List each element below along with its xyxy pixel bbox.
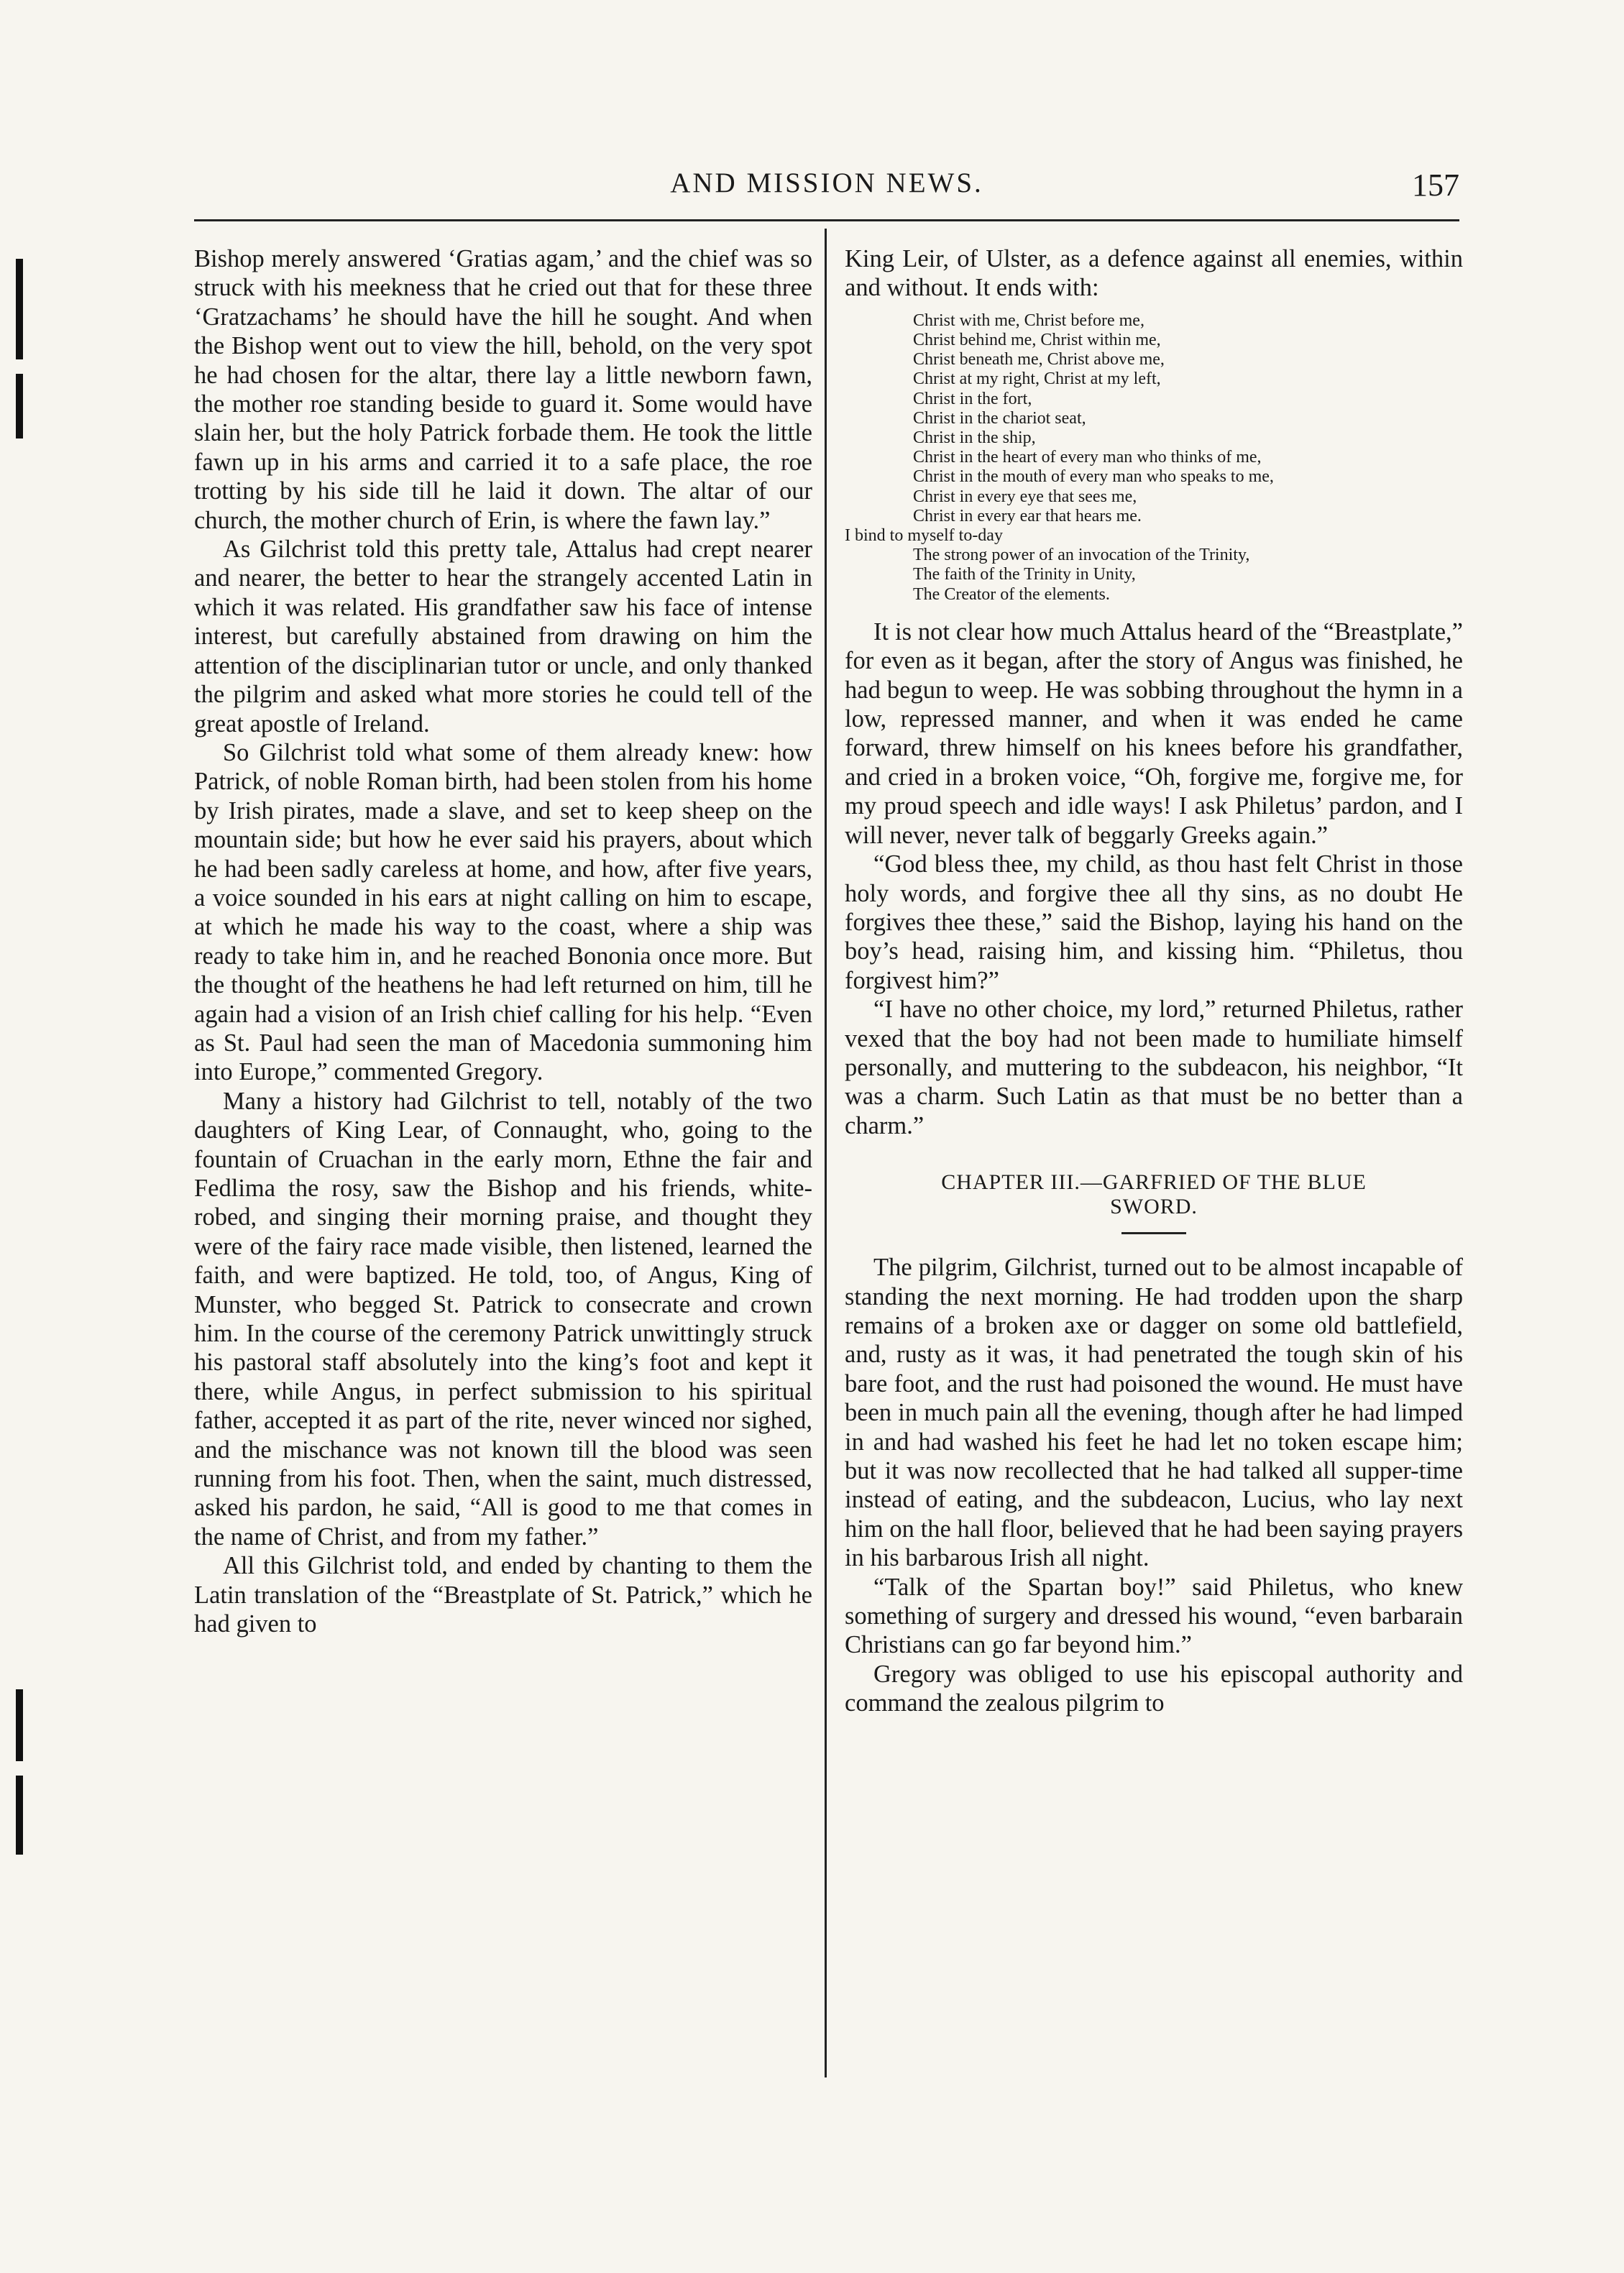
poem-line: Christ in the mouth of every man who speaks to me, [913,467,1274,487]
column-divider [825,229,827,2077]
paragraph: As Gilchrist told this pretty tale, Attalus had crept nearer and nearer, the better to hear the strangely accented Latin in which it was related. His grandfather saw his face of intense interest, but carefully abstained from drawing on him the attention of the disciplinarian tutor or uncle, and only thanked the pilgrim and asked what more stories he could tell of the great apostle of Ireland. [194,536,812,738]
chapter-rule [1121,1232,1186,1234]
left-column [194,244,812,1639]
poem-line: The faith of the Trinity in Unity, [913,565,1136,584]
running-title: AND MISSION NEWS. [670,167,983,198]
poem-line: Christ with me, Christ before me, [913,311,1144,330]
poem-line: Christ in the fort, [913,389,1032,408]
poem-line: Christ in every eye that sees me, [913,487,1137,506]
poem-line: Christ in the chariot seat, [913,408,1086,428]
page-header [194,164,1459,214]
paragraph: King Leir, of Ulster, as a defence against all enemies, within and without. It ends with: [845,245,1463,302]
breastplate-poem [845,311,1463,605]
paragraph: All this Gilchrist told, and ended by chanting to them the Latin translation of the “Breastplate of St. Patrick,” which he had given to [194,1552,812,1638]
paragraph: The pilgrim, Gilchrist, turned out to be almost incapable of standing the next morning. He had trodden upon the sharp remains of a broken axe or dagger on some old battlefield, and, rusty as it was, it had penetrated the tough skin of his bare foot, and the rust had poisoned the wound. He must have been in much pain all the evening, though after he had limped in and had washed his feet he had let no token escape him; but it was now recollected that he had talked all supper-time instead of eating, and the subdeacon, Lucius, who lay next him on the hall floor, believed that he had been saying prayers in his barbarous Irish all night. [845,1254,1463,1572]
header-rule [194,219,1459,221]
paragraph: “I have no other choice, my lord,” returned Philetus, rather vexed that the boy had not been made to humiliate himself personally, and muttering to the subdeacon, his neighbor, “It was a charm. Such Latin as that must be no better than a charm.” [845,996,1463,1139]
paragraph: Bishop merely answered ‘Gratias agam,’ and the chief was so struck with his meekness that he cried out that for these three ‘Gratzachams’ he should have the hill he sought. And when the Bishop went out to view the hill, behold, on the very spot he had chosen for the altar, there lay a little newborn fawn, the mother roe standing beside to guard it. Some would have slain her, but the holy Patrick forbade them. He took the little fawn up in his arms and carried it to a safe place, the roe trotting by his side till he laid it down. The altar of our church, the mother church of Erin, is where the fawn lay.” [194,245,812,534]
poem-line: Christ in the heart of every man who thinks of me, [913,448,1262,467]
poem-line: Christ behind me, Christ within me, [913,331,1161,350]
margin-mark-top-2 [16,374,23,438]
paragraph: “Talk of the Spartan boy!” said Philetus, who knew something of surgery and dressed his wound, “even barbarain Christians can go far beyond him.” [845,1573,1463,1659]
chapter-heading-line: CHAPTER III.—GARFRIED OF THE BLUE [941,1170,1367,1195]
poem-line: Christ in the ship, [913,428,1036,448]
poem-line: The Creator of the elements. [913,584,1110,604]
paragraph: Many a history had Gilchrist to tell, notably of the two daughters of King Lear, of Connaught, who, going to the fountain of Cruachan in the early morn, Ethne the fair and Fedlima the rosy, saw the Bishop and his friends, white-robed, and singing their morning praise, and thought they were of the fairy race made visible, then listened, learned the faith, and were baptized. He told, too, of Angus, King of Munster, who begged St. Patrick to consecrate and crown him. In the course of the ceremony Patrick unwittingly struck his pastoral staff absolutely into the king’s foot and kept it there, while Angus, in perfect submission to his spiritual father, accepted it as part of the rite, never winced nor sighed, and the mischance was not known till the blood was seen running from his foot. Then, when the saint, much distressed, asked his pardon, he said, “All is good to me that comes in the name of Christ, and from my father.” [194,1087,812,1551]
paragraph: “God bless thee, my child, as thou hast felt Christ in those holy words, and forgive thee all thy sins, as no doubt He forgives thee these,” said the Bishop, laying his hand on the boy’s head, raising him, and kissing him. “Philetus, thou forgivest him?” [845,850,1463,994]
margin-mark-top [16,259,23,359]
paragraph: So Gilchrist told what some of them already knew: how Patrick, of noble Roman birth, had been stolen from his home by Irish pirates, made a slave, and set to keep sheep on the mountain side; but how he ever said his prayers, about which he had been sadly careless at home, and how, after five years, a voice sounded in his ears at night calling on him to escape, at which he made his way to the coast, where a ship was ready to take him in, and he reached Bononia once more. But the thought of the heathens he had left returned on him, till he again had a vision of an Irish chief calling for his help. “Even as St. Paul had seen the man of Macedonia summoning him into Europe,” commented Gregory. [194,738,812,1086]
margin-mark-bottom-2 [16,1776,23,1855]
poem-line: Christ beneath me, Christ above me, [913,350,1165,369]
right-column [845,244,1463,1718]
poem-line: The strong power of an invocation of the Trinity, [913,546,1250,565]
chapter-heading-line: SWORD. [1110,1195,1198,1219]
poem-line: Christ in every ear that hears me. [913,506,1142,525]
chapter-heading [845,1170,1463,1219]
page-number: 157 [1412,167,1459,203]
poem-line: Christ at my right, Christ at my left, [913,369,1161,389]
paragraph: It is not clear how much Attalus heard of the “Breastplate,” for even as it began, after the story of Angus was finished, he had begun to weep. He was sobbing throughout the hymn in a low, repressed manner, and when it was ended he came forward, threw himself on his knees before his grandfather, and cried in a broken voice, “Oh, forgive me, forgive me, for my proud speech and idle ways! I ask Philetus’ pardon, and I will never, never talk of beggarly Greeks again.” [845,617,1463,849]
poem-line: I bind to myself to-day [845,526,1003,546]
margin-mark-bottom [16,1689,23,1761]
paragraph: Gregory was obliged to use his episcopal authority and command the zealous pilgrim to [845,1660,1463,1717]
